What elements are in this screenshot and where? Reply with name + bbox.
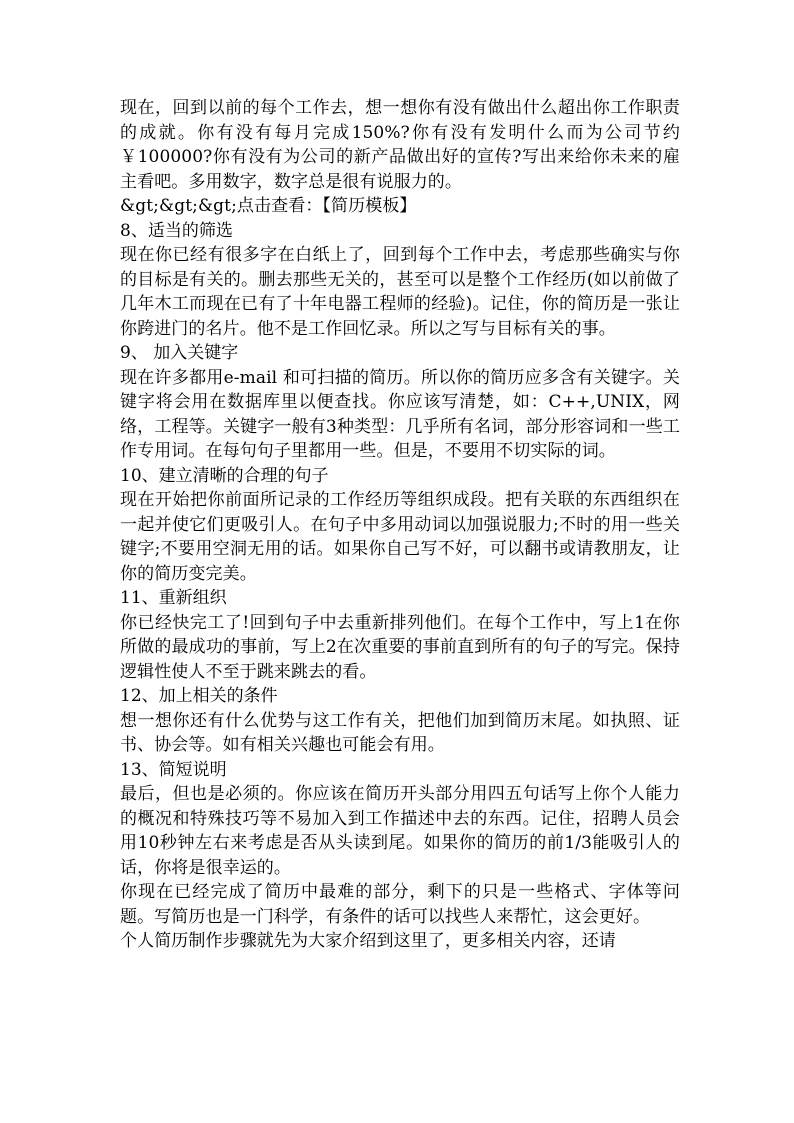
paragraph-summary: 最后，但也是必须的。你应该在简历开头部分用四五句话写上你个人能力的概况和特殊技巧等不易加入到工作描述中去的东西。记住，招聘人员会用10秒钟左右来考虑是否从头读到尾。如果你的简历的前1/3能吸引人的话，你将是很幸运的。 bbox=[120, 784, 680, 878]
paragraph-closing: 个人简历制作步骤就先为大家介绍到这里了，更多相关内容，还请 bbox=[120, 931, 616, 951]
paragraph-achievements: 现在，回到以前的每个工作去，想一想你有没有做出什么超出你工作职责的成就。你有没有每月完成150%?你有没有发明什么而为公司节约￥100000?你有没有为公司的新产品做出好的宣传?写出来给你未来的雇主看吧。多用数字，数字总是很有说服力的。 bbox=[120, 98, 680, 192]
paragraph-conditions: 想一想你还有什么优势与这工作有关，把他们加到简历末尾。如执照、证书、协会等。如有相关兴趣也可能会有用。 bbox=[120, 710, 680, 755]
paragraph-sentences: 现在开始把你前面所记录的工作经历等组织成段。把有关联的东西组织在一起并使它们更吸引人。在句子中多用动词以加强说服力;不时的用一些关键字;不要用空洞无用的话。如果你自己写不好，可以翻书或请教朋友，让你的简历变完美。 bbox=[120, 490, 680, 584]
paragraph-keywords: 现在许多都用e-mail 和可扫描的简历。所以你的简历应多含有关键字。关键字将会用在数据库里以便查找。你应该写清楚，如：C++,UNIX，网络，工程等。关键字一般有3种类型：几乎所有名词，部分形容词和一些工作专用词。在每句句子里都用一些。但是，不要用不切实际的词。 bbox=[120, 367, 680, 461]
paragraph-reorganize: 你已经快完工了!回到句子中去重新排列他们。在每个工作中，写上1在你所做的最成功的事前，写上2在次重要的事前直到所有的句子的写完。保持逻辑性使人不至于跳来跳去的看。 bbox=[120, 612, 680, 682]
paragraph-finished: 你现在已经完成了简历中最难的部分，剩下的只是一些格式、字体等问题。写简历也是一门科学，有条件的话可以找些人来帮忙，这会更好。 bbox=[120, 882, 680, 927]
paragraph-filtering: 现在你已经有很多字在白纸上了，回到每个工作中去，考虑那些确实与你的目标是有关的。删去那些无关的，甚至可以是整个工作经历(如以前做了几年木工而现在已有了十年电器工程师的经验)。记住，你的简历是一张让你跨进门的名片。他不是工作回忆录。所以之写与目标有关的事。 bbox=[120, 245, 680, 339]
document-page bbox=[120, 96, 680, 954]
resume-template-link[interactable]: &gt;&gt;&gt;点击查看：【简历模板】 bbox=[120, 196, 417, 216]
section-heading-9: 9、 加入关键字 bbox=[120, 343, 239, 363]
section-heading-10: 10、建立清晰的合理的句子 bbox=[120, 465, 329, 486]
section-heading-11: 11、重新组织 bbox=[120, 588, 227, 608]
section-heading-8: 8、适当的筛选 bbox=[120, 220, 233, 241]
section-heading-12: 12、加上相关的条件 bbox=[120, 686, 278, 706]
section-heading-13: 13、简短说明 bbox=[120, 759, 227, 780]
